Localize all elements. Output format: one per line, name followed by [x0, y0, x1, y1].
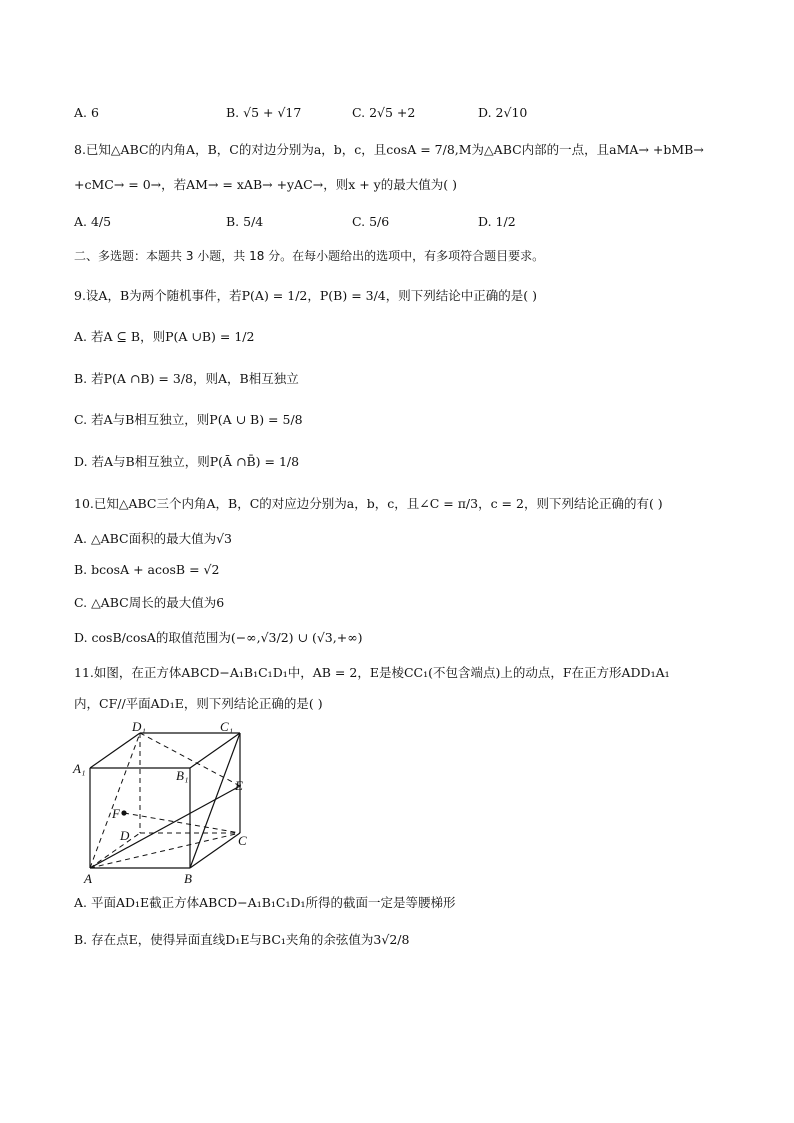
label-e: E — [235, 778, 243, 793]
q8-option-c: C. 5/6 — [352, 214, 390, 229]
q11-stem-line2: 内，CF//平面AD₁E，则下列结论正确的是( ) — [74, 696, 323, 711]
label-c: C — [238, 833, 247, 848]
q11-stem-line1: 11.如图，在正方体ABCD−A₁B₁C₁D₁中，AB = 2，E是棱CC₁(不包含端点)上的动点，F在正方形ADD₁A₁ — [74, 665, 670, 680]
q9-option-b: B. 若P(A ∩B) = 3/8，则A，B相互独立 — [74, 371, 299, 386]
q11-option-b: B. 存在点E，使得异面直线D₁E与BC₁夹角的余弦值为3√2/8 — [74, 932, 410, 947]
q9-option-d: D. 若A与B相互独立，则P(Ā ∩B̄) = 1/8 — [74, 454, 300, 469]
label-b: B — [184, 871, 192, 886]
q7-option-b: B. √5 + √17 — [226, 105, 302, 120]
point-f-dot — [121, 810, 126, 815]
q8-stem-line1: 8.已知△ABC的内角A，B，C的对边分别为a，b，c，且cosA = 7/8,M为△ABC内部的一点，且aMA→ +bMB→ — [74, 142, 704, 157]
label-b1: B₁ — [176, 768, 189, 783]
q9-stem: 9.设A，B为两个随机事件，若P(A) = 1/2，P(B) = 3/4，则下列结论中正确的是( ) — [74, 288, 537, 303]
q8-option-b: B. 5/4 — [226, 214, 264, 229]
label-f: F — [112, 806, 120, 821]
q10-option-b: B. bcosA + acosB = √2 — [74, 562, 220, 577]
q8-stem-line2: +cMC→ = 0→，若AM→ = xAB→ +yAC→，则x + y的最大值为( ) — [74, 177, 457, 192]
cube-figure — [70, 718, 270, 888]
label-a1: A₁ — [73, 761, 86, 776]
q8-option-d: D. 1/2 — [478, 214, 516, 229]
q7-option-a: A. 6 — [74, 105, 99, 120]
q10-option-c: C. △ABC周长的最大值为6 — [74, 595, 225, 610]
q8-option-a: A. 4/5 — [74, 214, 112, 229]
q7-option-d: D. 2√10 — [478, 105, 528, 120]
q10-stem: 10.已知△ABC三个内角A，B，C的对应边分别为a，b，c，且∠C = π/3，c = 2，则下列结论正确的有( ) — [74, 496, 663, 511]
q11-option-a: A. 平面AD₁E截正方体ABCD−A₁B₁C₁D₁所得的截面一定是等腰梯形 — [74, 895, 456, 910]
q10-option-d: D. cosB/cosA的取值范围为(−∞,√3/2) ∪ (√3,+∞) — [74, 630, 363, 645]
q10-option-a: A. △ABC面积的最大值为√3 — [74, 531, 233, 546]
label-a: A — [84, 871, 92, 886]
q9-option-a: A. 若A ⊆ B，则P(A ∪B) = 1/2 — [74, 329, 255, 344]
section-heading: 二、多选题：本题共 3 小题，共 18 分。在每小题给出的选项中，有多项符合题目要求。 — [74, 249, 545, 263]
q7-option-c: C. 2√5 +2 — [352, 105, 416, 120]
q9-option-c: C. 若A与B相互独立，则P(A ∪ B) = 5/8 — [74, 412, 303, 427]
label-d1: D₁ — [132, 719, 146, 734]
label-c1: C₁ — [220, 719, 234, 734]
label-d: D — [120, 828, 130, 843]
